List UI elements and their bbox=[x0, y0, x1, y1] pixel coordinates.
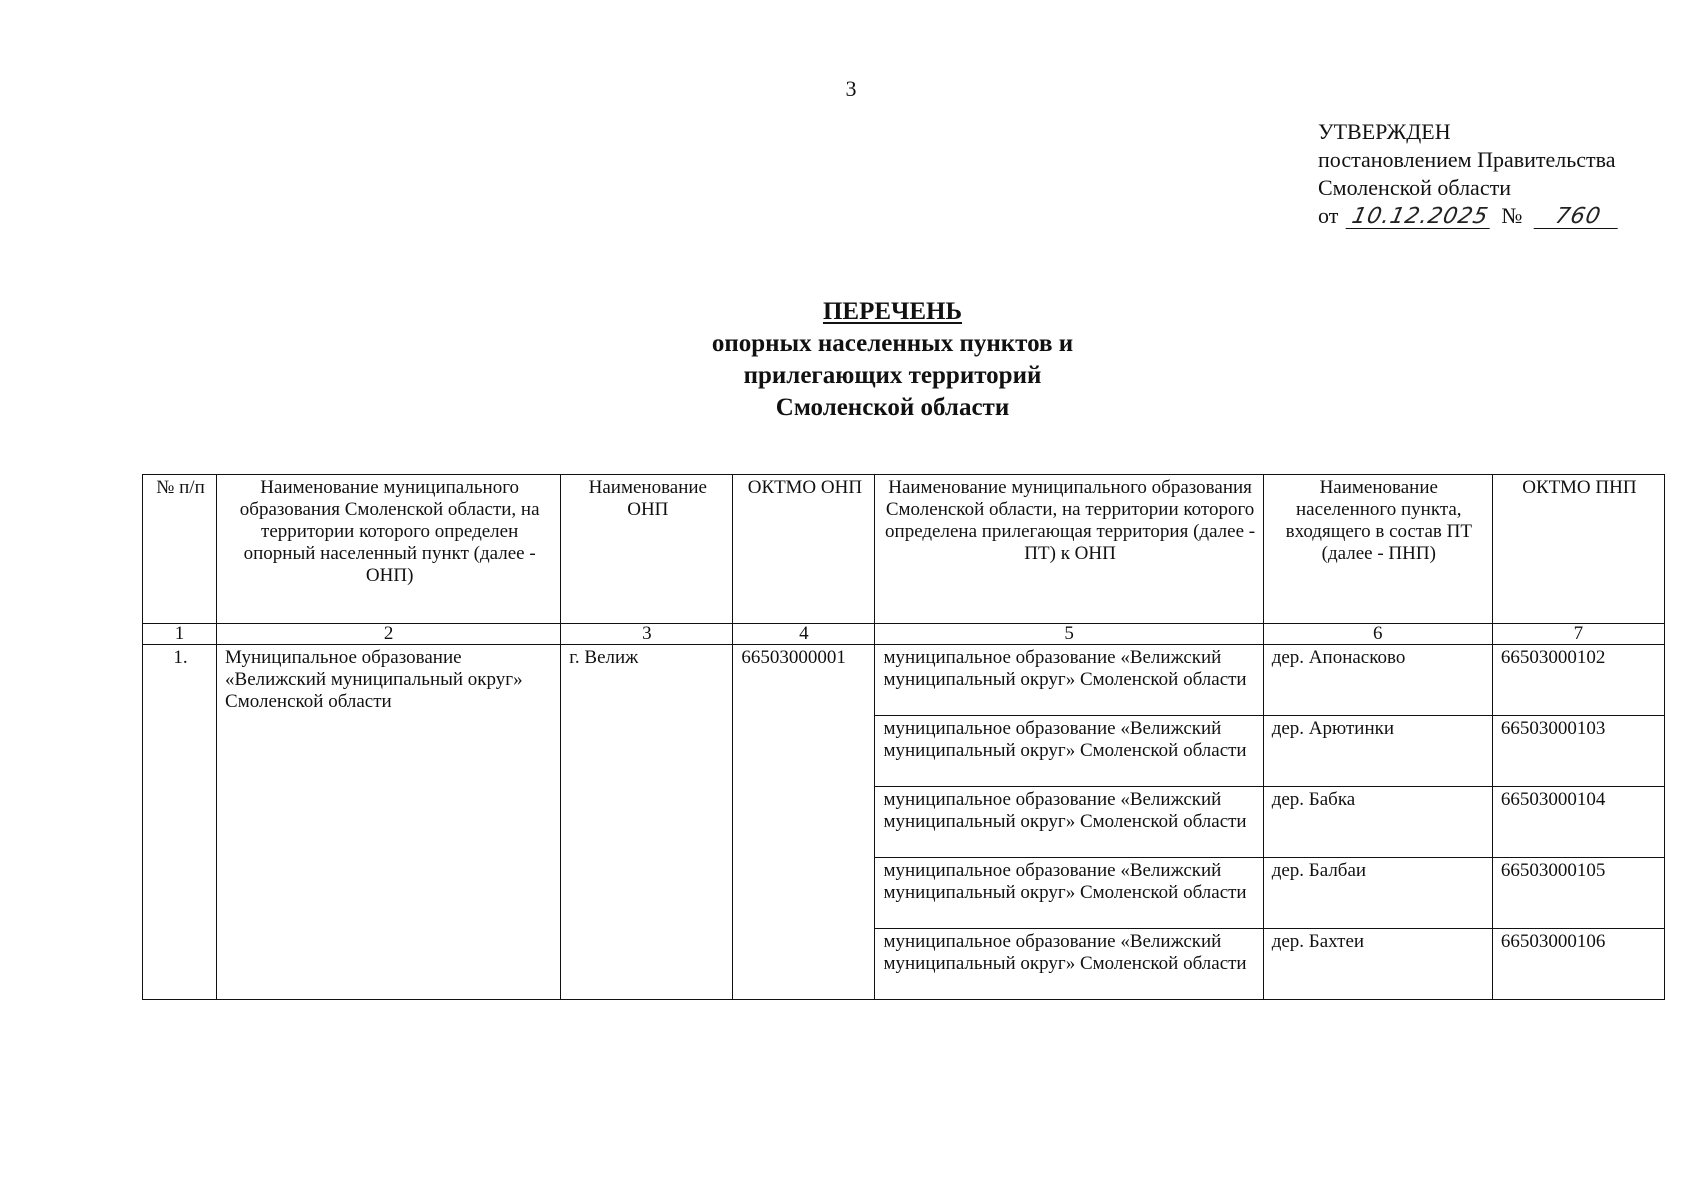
header-cell: ОКТМО ОНП bbox=[733, 475, 875, 624]
title-line: опорных населенных пунктов и bbox=[711, 330, 1074, 357]
table-row bbox=[143, 645, 1665, 716]
table-header-row bbox=[143, 475, 1665, 624]
pnp-oktmo: 66503000102 bbox=[1492, 645, 1664, 716]
column-number: 4 bbox=[733, 624, 875, 645]
column-number: 2 bbox=[217, 624, 561, 645]
page-number: 3 bbox=[845, 76, 857, 101]
pnp-oktmo: 66503000106 bbox=[1492, 929, 1664, 1000]
column-number: 1 bbox=[143, 624, 217, 645]
pt-municipality: муниципальное образование «Велижский муниципальный округ» Смоленской области bbox=[875, 787, 1263, 858]
column-number: 7 bbox=[1492, 624, 1664, 645]
from-label: от bbox=[1318, 203, 1339, 228]
header-cell: Наименование ОНП bbox=[561, 475, 733, 624]
approval-line: Смоленской области bbox=[1318, 175, 1511, 200]
pnp-name: дер. Апонасково bbox=[1263, 645, 1492, 716]
approval-stamp bbox=[1318, 118, 1688, 230]
pt-municipality: муниципальное образование «Велижский муниципальный округ» Смоленской области bbox=[875, 716, 1263, 787]
column-number: 3 bbox=[561, 624, 733, 645]
pnp-oktmo: 66503000104 bbox=[1492, 787, 1664, 858]
onp-name: г. Велиж bbox=[561, 645, 733, 1000]
column-number: 6 bbox=[1263, 624, 1492, 645]
approval-title: УТВЕРЖДЕН bbox=[1318, 119, 1451, 144]
title-main: ПЕРЕЧЕНЬ bbox=[822, 298, 963, 325]
settlements-table bbox=[142, 474, 1665, 1000]
onp-municipality: Муниципальное образование «Велижский муниципальный округ» Смоленской области bbox=[217, 645, 561, 1000]
handwritten-number: 760 bbox=[1533, 206, 1622, 229]
column-number: 5 bbox=[875, 624, 1263, 645]
pnp-oktmo: 66503000105 bbox=[1492, 858, 1664, 929]
approval-line: постановлением Правительства bbox=[1318, 147, 1616, 172]
header-cell: № п/п bbox=[143, 475, 217, 624]
pnp-name: дер. Бахтеи bbox=[1263, 929, 1492, 1000]
header-cell: Наименование муниципального образования Смоленской области, на территории которого определен опорный населенный пункт (далее - ОНП) bbox=[217, 475, 561, 624]
pnp-name: дер. Балбаи bbox=[1263, 858, 1492, 929]
header-cell: Наименование муниципального образования Смоленской области, на территории которого определена прилегающая территория (далее - ПТ) к ОНП bbox=[875, 475, 1263, 624]
pnp-name: дер. Арютинки bbox=[1263, 716, 1492, 787]
pt-municipality: муниципальное образование «Велижский муниципальный округ» Смоленской области bbox=[875, 645, 1263, 716]
title-line: Смоленской области bbox=[775, 394, 1010, 421]
header-cell: ОКТМО ПНП bbox=[1492, 475, 1664, 624]
pt-municipality: муниципальное образование «Велижский муниципальный округ» Смоленской области bbox=[875, 929, 1263, 1000]
row-index: 1. bbox=[143, 645, 217, 1000]
onp-oktmo: 66503000001 bbox=[733, 645, 875, 1000]
approval-date-line bbox=[1318, 202, 1688, 230]
number-label: № bbox=[1501, 203, 1523, 228]
title-line: прилегающих территорий bbox=[743, 362, 1042, 389]
pnp-name: дер. Бабка bbox=[1263, 787, 1492, 858]
pt-municipality: муниципальное образование «Велижский муниципальный округ» Смоленской области bbox=[875, 858, 1263, 929]
pnp-oktmo: 66503000103 bbox=[1492, 716, 1664, 787]
handwritten-date: 10.12.2025 bbox=[1345, 206, 1494, 229]
column-number-row bbox=[143, 624, 1665, 645]
header-cell: Наименование населенного пункта, входящего в состав ПТ (далее - ПНП) bbox=[1263, 475, 1492, 624]
document-title bbox=[0, 296, 1702, 424]
